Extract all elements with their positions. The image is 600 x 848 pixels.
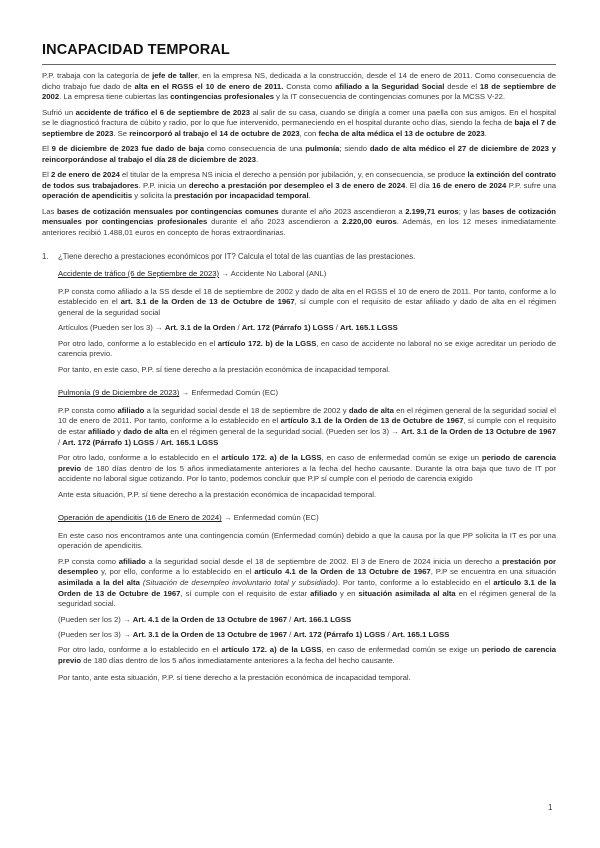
text-run: en el régimen general de la seguridad social el 10 de enero de 2011. Por tanto, conforme a lo establecido en el [58,405,556,426]
document-body [42,71,556,684]
bold-text: operación de apendicitis [42,191,133,201]
bold-text: afiliado [88,427,115,437]
bold-text: dado de alta [348,405,394,415]
text-run: ; y las [458,206,483,216]
section-paragraph [58,406,556,448]
intro-paragraph [42,71,556,103]
bold-text: artículo 3.1 de la Orden de 13 de Octubre de 1967 [58,577,557,598]
section-paragraph [58,673,556,684]
text-run: en el régimen general de la seguridad social. (Pueden ser los 3) → [168,427,402,437]
page-number: 1 [548,803,553,812]
page-title: INCAPACIDAD TEMPORAL [42,42,230,58]
text-run: durante el año 2023 ascendieron a [278,206,406,216]
section-pulmonia [58,388,556,500]
text-run: . [308,191,311,201]
text-run: / [287,629,294,639]
text-run: de 180 días dentro de los 5 años inmediatamente anteriores a la fecha del hecho causante. [81,655,395,665]
bold-text: prestación por incapacidad temporal [174,191,309,201]
text-run: al salir de su casa, cuando se dirigía a comer una paella con sus amigos. En el hospital se le diagnosticó fractura de cúbito y radio, por lo que fue intervenido, permaneciendo en el hospital durante ocho días, siendo la fecha de [42,107,557,128]
text-run: , sí cumple con el requisito de estar [180,588,311,598]
text-run: y solicita la [132,191,175,201]
section-paragraph [58,339,556,360]
text-run: Sufrió un [42,107,76,117]
bold-text: afiliado a la Seguridad Social [335,81,445,91]
bold-text: accidente de tráfico el 6 de septiembre de 2023 [75,107,251,117]
bold-text: afiliado [117,405,145,415]
section-paragraph [58,615,556,626]
underlined-heading-text: Accidente de tráfico (6 de Septiembre de 2023) [58,269,220,279]
section-paragraph [58,630,556,641]
bold-text: baja el 7 de septiembre de 2023 [42,118,556,138]
section-paragraph [58,557,556,610]
intro-paragraph [42,108,556,140]
bold-text: Art. 165.1 LGSS [340,323,398,333]
text-run: Consta como [283,81,336,91]
text-run: En este caso nos encontramos ante una contingencia común (Enfermedad común) debido a que la causa por la que PP solicita la IT es por una operación de apendicitis. [58,530,556,551]
section-paragraph [58,645,556,666]
text-run: / [235,323,242,333]
section-paragraph [58,453,556,485]
text-run: . P.P. inicia un [138,180,189,190]
text-run: . El día [405,180,433,190]
bold-text: prestación por desempleo [58,556,557,577]
text-run: / [58,437,63,447]
title-divider [42,64,556,65]
text-run: Ante esta situación, P.P. sí tiene derecho a la prestación económica de incapacidad temporal. [58,489,377,499]
bold-text: artículo 172. a) de la LGSS [221,645,322,655]
text-run: (Pueden ser los 2) → [58,614,133,624]
text-run: y, por ello, conforme a lo establecido en el [98,567,255,577]
text-run: y en [337,588,359,598]
underlined-heading-text: Operación de apendicitis (16 de Enero de 2024) [58,513,222,523]
bold-text: pulmonía [305,144,340,154]
text-run: → Accidente No Laboral (ANL) [219,269,327,279]
text-run: . [484,128,487,138]
underlined-heading-text: Pulmonía (9 de Diciembre de 2023) [58,388,180,398]
text-run: , en caso de enfermedad común se exige un [321,645,482,655]
bold-text: dado de alta médico el 27 de diciembre de 2023 y reincorporándose al trabajo el día 28 de diciembre de 2023 [42,144,556,164]
text-run: desde el [444,81,480,91]
section-paragraph [58,490,556,501]
bold-text: artículo 172. a) de la LGSS [221,453,322,462]
bold-text: afiliado [118,556,146,566]
bold-text: reincorporó al trabajo el 14 de octubre de 2023 [129,128,300,138]
bold-text: Art. 4.1 de la Orden de 13 Octubre de 1967 [132,614,288,624]
bold-text: Art. 172 (Párrafo 1) LGSS [62,437,155,447]
text-run: Por otro lado, conforme a lo establecido en el [58,645,222,655]
text-run: . Por tanto, conforme a lo establecido en el [337,577,494,587]
bold-text: situación asimilada al alta [358,588,456,598]
text-run: / [287,614,294,624]
section-paragraph [58,323,556,334]
bold-text: contingencias profesionales [170,92,275,102]
text-run: Por tanto, en este caso, P.P. sí tiene derecho a la prestación económica de incapacidad temporal. [58,364,391,374]
bold-text: 16 de enero de 2024 [432,180,507,190]
bold-text: 2.220,00 euros [342,217,397,227]
bold-text: 18 de septiembre de 2002 [42,81,556,102]
bold-text: 2.199,71 euros [405,206,459,216]
text-run: , con [299,128,319,138]
text-run: (Pueden ser los 3) → [58,629,133,639]
text-run: a la seguridad social desde el 18 de septiembre de 2002 y [144,405,349,415]
section-paragraph [58,287,556,319]
text-run: P.P consta como afiliado a la SS desde el 18 de septiembre de 2002 y dado de alta en el RGSS el 10 de enero de 2011. Por tanto, conforme a lo establecido en el [58,286,556,307]
bold-text: alta en el RGSS el 10 de enero de 2011. [134,81,284,91]
intro-paragraph [42,144,556,165]
question-text: ¿Tiene derecho a prestaciones económicos por IT? Calcula el total de las cuantías de las prestaciones. [58,251,416,261]
text-run: P.P consta como [58,405,118,415]
text-run: , sí cumple con el requisito de estar afiliado y dado de alta en el régimen general de la seguridad social [58,297,556,317]
text-run: en el régimen general de la seguridad social. [58,588,556,609]
bold-text: jefe de taller [152,71,198,80]
bold-text: Art. 166.1 LGSS [293,614,352,624]
bold-text: Art. 165.1 LGSS [391,629,450,639]
bold-text: Art. 3.1 de la Orden de 13 Octubre de 1967 [401,427,556,437]
text-run: → Enfermedad Común (EC) [179,388,279,398]
bold-text: periodo de carencia previo [58,645,556,665]
text-run: durante el año 2023 ascendieron a [207,217,343,227]
text-run: El [42,170,51,180]
intro-paragraph [42,207,556,239]
bold-text: 9 de diciembre de 2023 fue dado de baja [51,144,205,154]
bold-text: afiliado [310,588,338,598]
bold-text: Art. 172 (Párrafo 1) LGSS [241,323,334,333]
bold-text: periodo de carencia previo [58,453,556,473]
text-run: . [256,154,259,164]
text-run: , en la empresa NS, dedicada a la construcción, desde el 14 de enero de 2011. Como consecuencia de dicho trabajo fue dado de [42,71,557,91]
text-run: / [333,323,341,333]
intro-paragraph [42,170,556,202]
text-run: / [154,437,161,447]
question-number: 1. [42,251,49,261]
text-run: a la seguridad social desde el 18 de septiembre de 2002. El 3 de Enero de 2024 inicia un derecho a [145,556,503,566]
text-run: P.P. sufre una [506,180,557,190]
text-run: , sí cumple con el requisito de estar [58,416,556,437]
section-heading [58,388,556,399]
bold-text: artículo 3.1 de la Orden de 13 de Octubre de 1967 [280,416,464,426]
text-run: Las [42,206,58,216]
text-run: . Se [113,128,130,138]
text-run: como consecuencia de una [204,144,306,154]
text-run: P.P consta como [58,556,119,566]
text-run: P.P. trabaja con la categoría de [42,71,153,80]
text-run: , en caso de accidente no laboral no se exige acreditar un periodo de carencia previo. [58,338,556,359]
section-paragraph [58,531,556,552]
bold-text: fecha de alta médica el 13 de octubre de 2023 [318,128,485,138]
text-run: , en caso de enfermedad común se exige un [321,453,482,462]
text-run: Por otro lado, conforme a lo establecido en el [58,453,222,462]
text-run: y [114,427,124,437]
bold-text: bases de cotización mensuales por contingencias profesionales [42,206,556,227]
bold-text: la extinción del contrato de todos sus trabajadores [42,170,556,190]
bold-text: dado de alta [123,427,169,437]
bold-text: asimilada a la del alta [58,577,140,587]
section-paragraph [58,365,556,376]
text-run: / [385,629,392,639]
section-apendicitis [58,513,556,684]
text-run: ; siendo [339,144,370,154]
bold-text: Art. 165.1 LGSS [160,437,219,447]
text-run: Artículos (Pueden ser los 3) → [58,323,165,333]
text-run: . Además, en los 12 meses inmediatamente anteriores recibió 1.488,01 euros en concepto de horas extraordinarias. [42,217,557,237]
text-run: el titular de la empresa NS inicia el derecho a pensión por jubilación, y, en consecuencia, se produce [119,170,468,180]
text-run: . La empresa tiene cubiertas las [59,92,171,102]
bold-text: Art. 172 (Párrafo 1) LGSS [293,629,386,639]
text-run: , P.P se encuentra en una situación [430,567,556,577]
bold-text: Art. 3.1 de la Orden de 13 Octubre de 1967 [132,629,288,639]
bold-text: 2 de enero de 2024 [51,170,120,180]
italic-text: (Situación de desempleo involuntario total y subsidiado) [142,577,338,587]
text-run: El [42,144,52,154]
bold-text: art. 3.1 de la Orden de 13 de Octubre de 1967 [120,297,295,307]
text-run: y la IT consecuencia de contingencias comunes por la MCSS V-22. [274,92,506,102]
bold-text: derecho a prestación por desempleo el 3 de enero de 2024 [188,180,406,190]
question-1 [42,252,556,263]
text-run: Por otro lado, conforme a lo establecido en el [58,338,218,348]
text-run: de 180 días dentro de los 5 años inmediatamente anteriores a la fecha del hecho causante. Durante la otra baja que tuvo de IT por accidente no laboral sigue cotizando. Por lo tanto, podemos concluir que P.P sí cumple con el periodo de carencia exigido [58,463,556,484]
section-accidente-trafico [58,269,556,375]
section-heading [58,269,556,280]
bold-text: artículo 172. b) de la LGSS [217,338,317,348]
bold-text: bases de cotización mensuales por contingencias comunes [57,206,279,216]
text-run: → Enfermedad común (EC) [221,513,319,523]
bold-text: Art. 3.1 de la Orden [164,323,236,333]
text-run: Por tanto, ante esta situación, P.P. sí tiene derecho a la prestación económica de incapacidad temporal. [58,673,411,683]
section-heading [58,513,556,524]
bold-text: artículo 4.1 de la Orden de 13 Octubre de 1967 [254,567,431,577]
